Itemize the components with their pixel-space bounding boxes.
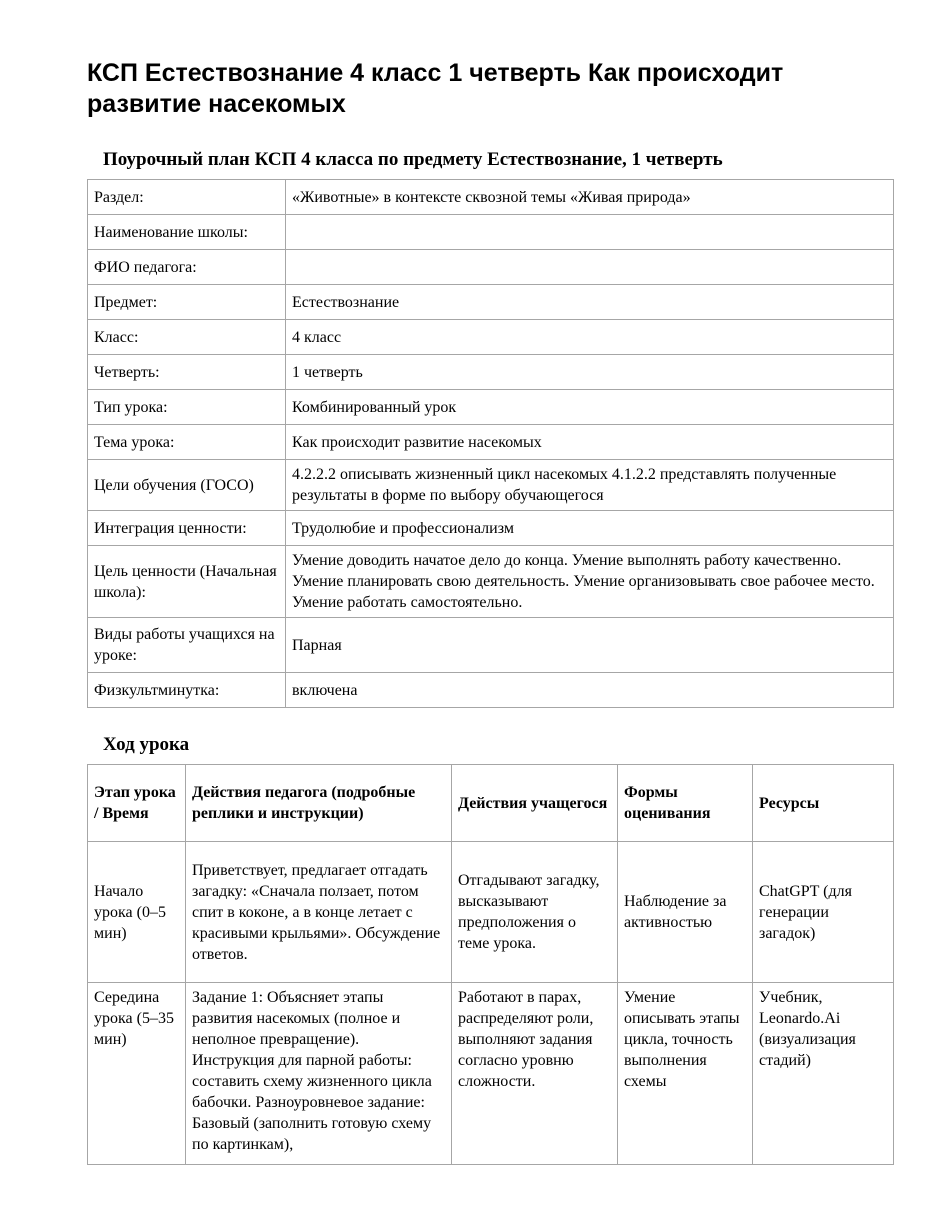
- resources-cell: Учебник, Leonardo.Ai (визуализация стадий): [753, 983, 894, 1165]
- table-row: [88, 320, 894, 355]
- info-label: Цель ценности (Начальная школа):: [88, 546, 286, 618]
- info-value: 4.2.2.2 описывать жизненный цикл насекомых 4.1.2.2 представлять полученные результаты в форме по выбору обучающегося: [286, 460, 894, 511]
- info-label: Виды работы учащихся на уроке:: [88, 618, 286, 673]
- info-label: Физкультминутка:: [88, 673, 286, 708]
- table-row: [88, 618, 894, 673]
- teacher-cell: Задание 1: Объясняет этапы развития насекомых (полное и неполное превращение). Инструкция для парной работы: составить схему жизненного цикла бабочки. Разноуровневое задание: Базовый (заполнить готовую схему по картинкам),: [186, 983, 452, 1165]
- info-label: Четверть:: [88, 355, 286, 390]
- stage-cell: Середина урока (5–35 мин): [88, 983, 186, 1165]
- info-value: Умение доводить начатое дело до конца. Умение выполнять работу качественно. Умение планировать свою деятельность. Умение организовывать свое рабочее место. Умение работать самостоятельно.: [286, 546, 894, 618]
- info-value: Естествознание: [286, 285, 894, 320]
- info-value: Парная: [286, 618, 894, 673]
- table-row: [88, 390, 894, 425]
- table-row: [88, 842, 894, 983]
- student-cell: Отгадывают загадку, высказывают предположения о теме урока.: [452, 842, 618, 983]
- info-value: «Животные» в контексте сквозной темы «Живая природа»: [286, 180, 894, 215]
- table-row: [88, 355, 894, 390]
- info-value: 1 четверть: [286, 355, 894, 390]
- info-label: Тип урока:: [88, 390, 286, 425]
- info-label: Тема урока:: [88, 425, 286, 460]
- column-header-student: Действия учащегося: [452, 765, 618, 842]
- table-header-row: [88, 765, 894, 842]
- assessment-cell: Наблюдение за активностью: [618, 842, 753, 983]
- student-cell: Работают в парах, распределяют роли, выполняют задания согласно уровню сложности.: [452, 983, 618, 1165]
- column-header-resources: Ресурсы: [753, 765, 894, 842]
- table-row: [88, 425, 894, 460]
- table-row: [88, 180, 894, 215]
- lesson-info-table: [87, 179, 894, 708]
- info-value: [286, 215, 894, 250]
- table-row: [88, 983, 894, 1165]
- info-value: Комбинированный урок: [286, 390, 894, 425]
- info-label: Цели обучения (ГОСО): [88, 460, 286, 511]
- column-header-stage: Этап урока / Время: [88, 765, 186, 842]
- column-header-teacher: Действия педагога (подробные реплики и инструкции): [186, 765, 452, 842]
- column-header-assessment: Формы оценивания: [618, 765, 753, 842]
- info-label: Предмет:: [88, 285, 286, 320]
- assessment-cell: Умение описывать этапы цикла, точность выполнения схемы: [618, 983, 753, 1165]
- resources-cell: ChatGPT (для генерации загадок): [753, 842, 894, 983]
- info-label: Наименование школы:: [88, 215, 286, 250]
- table-row: [88, 285, 894, 320]
- table-row: [88, 215, 894, 250]
- table-row: [88, 250, 894, 285]
- table-row: [88, 460, 894, 511]
- info-label: ФИО педагога:: [88, 250, 286, 285]
- table-row: [88, 511, 894, 546]
- info-label: Интеграция ценности:: [88, 511, 286, 546]
- table-row: [88, 673, 894, 708]
- document-title: КСП Естествознание 4 класс 1 четверть Как происходит развитие насекомых: [87, 59, 784, 118]
- info-value: 4 класс: [286, 320, 894, 355]
- lesson-heading: Ход урока: [103, 734, 190, 755]
- teacher-cell: Приветствует, предлагает отгадать загадку: «Сначала ползает, потом спит в коконе, а в конце летает с красивыми крыльями». Обсуждение ответов.: [186, 842, 452, 983]
- info-label: Раздел:: [88, 180, 286, 215]
- info-value: включена: [286, 673, 894, 708]
- info-value: Трудолюбие и профессионализм: [286, 511, 894, 546]
- info-value: Как происходит развитие насекомых: [286, 425, 894, 460]
- lesson-flow-table: [87, 764, 894, 1165]
- stage-cell: Начало урока (0–5 мин): [88, 842, 186, 983]
- info-label: Класс:: [88, 320, 286, 355]
- info-value: [286, 250, 894, 285]
- table-row: [88, 546, 894, 618]
- plan-heading: Поурочный план КСП 4 класса по предмету Естествознание, 1 четверть: [103, 149, 723, 170]
